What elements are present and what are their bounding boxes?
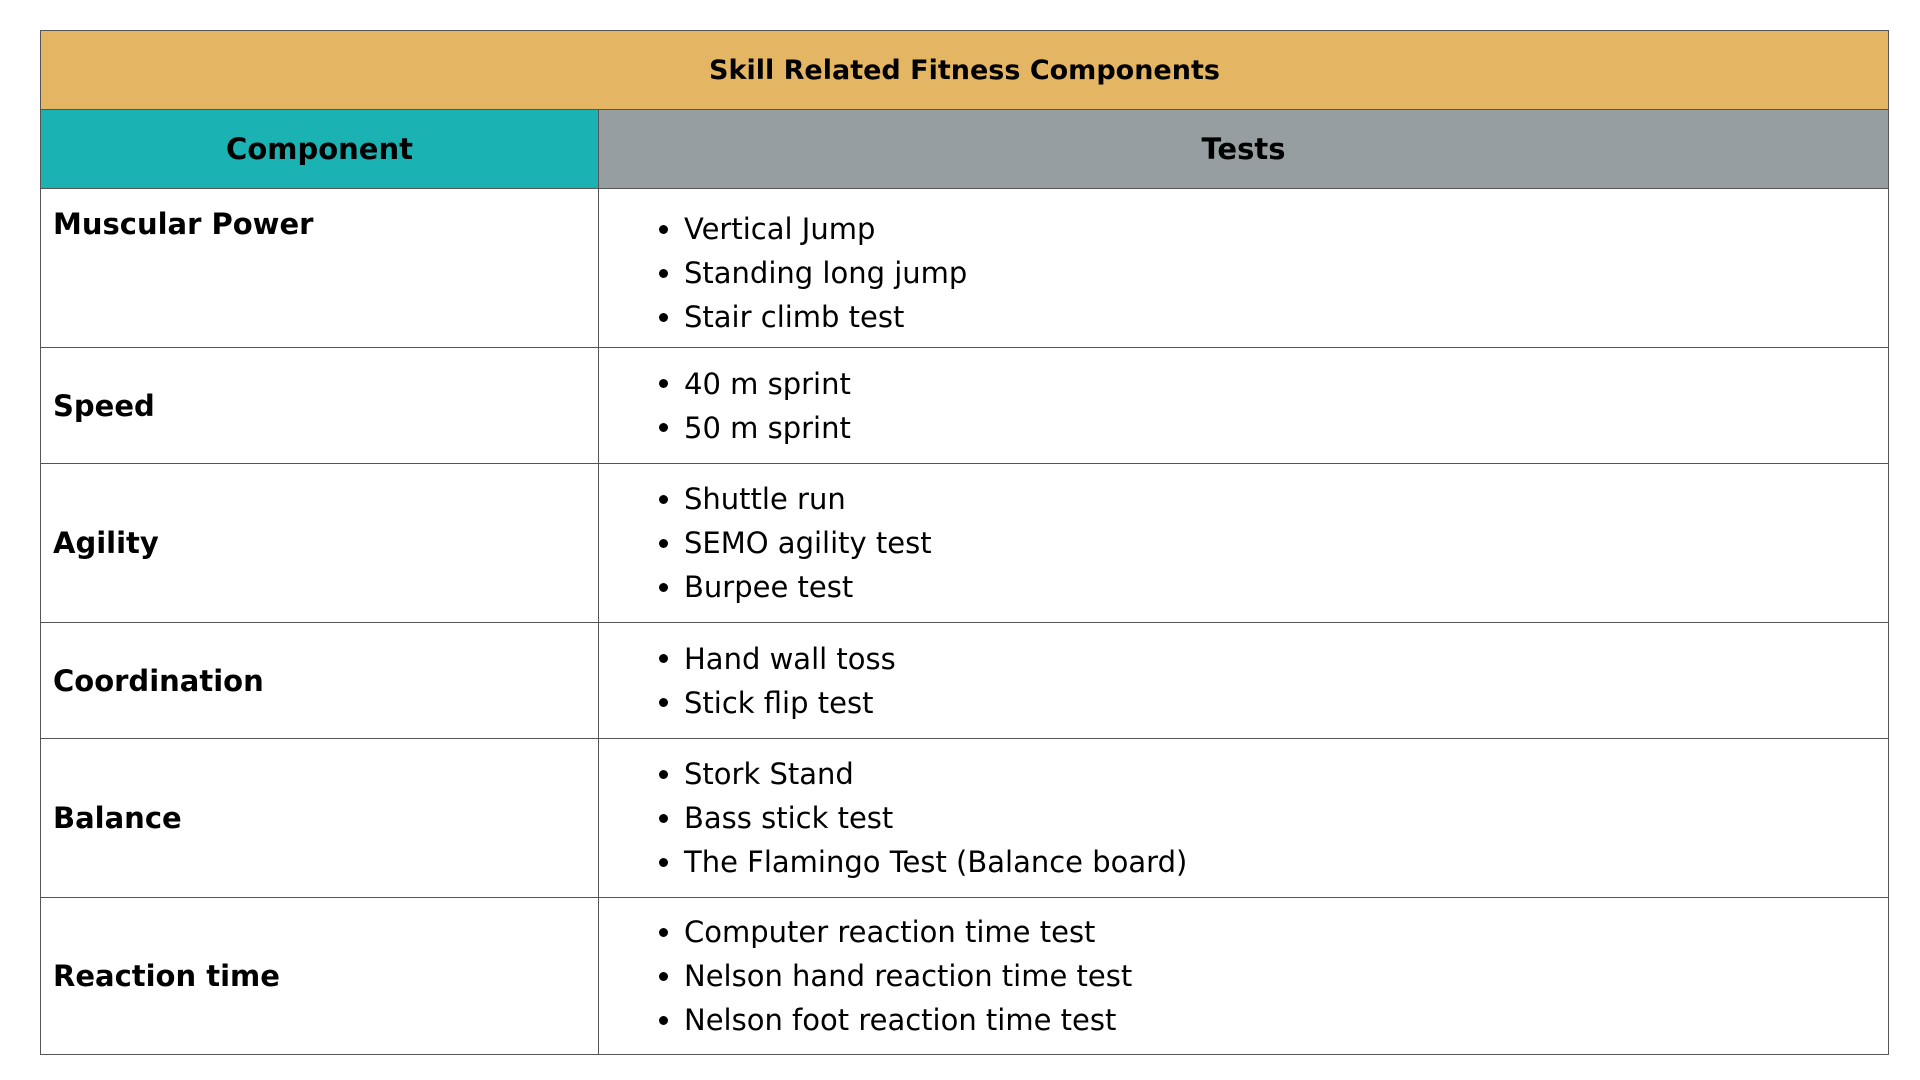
tests-cell [599, 898, 1888, 1054]
bullet-icon [659, 539, 668, 548]
bullet-icon [659, 379, 668, 388]
bullet-icon [659, 814, 668, 823]
bullet-icon [659, 770, 668, 779]
test-label: Stair climb test [684, 300, 905, 334]
test-label: Computer reaction time test [684, 915, 1096, 949]
test-label: Shuttle run [684, 482, 846, 516]
table-row [41, 189, 1888, 348]
test-list-item [659, 295, 1888, 339]
tests-cell [599, 189, 1888, 347]
test-label: Stork Stand [684, 757, 854, 791]
component-cell: Balance [41, 739, 599, 897]
test-list-item [659, 998, 1888, 1042]
bullet-icon [659, 928, 668, 937]
test-list-item [659, 954, 1888, 998]
table-title: Skill Related Fitness Components [41, 31, 1888, 110]
test-label: SEMO agility test [684, 526, 932, 560]
component-cell: Reaction time [41, 898, 599, 1054]
test-list-item [659, 406, 1888, 450]
test-list-item [659, 637, 1888, 681]
table-row [41, 898, 1888, 1054]
test-label: 50 m sprint [684, 410, 851, 445]
test-list-item [659, 251, 1888, 295]
tests-cell [599, 739, 1888, 897]
test-list-item [659, 521, 1888, 565]
test-label: Stick flip test [684, 685, 874, 720]
header-tests: Tests [599, 110, 1888, 188]
bullet-icon [659, 654, 668, 663]
test-list-item [659, 681, 1888, 725]
bullet-icon [659, 1016, 668, 1025]
test-list-item [659, 565, 1888, 609]
component-cell: Muscular Power [41, 189, 599, 347]
test-list-item [659, 840, 1888, 884]
table-header-row [41, 110, 1888, 189]
component-cell: Speed [41, 348, 599, 463]
bullet-icon [659, 423, 668, 432]
tests-cell [599, 623, 1888, 738]
test-label: Nelson foot reaction time test [684, 1003, 1117, 1037]
test-label: Nelson hand reaction time test [684, 959, 1133, 993]
bullet-icon [659, 313, 668, 322]
test-list-item [659, 752, 1888, 796]
test-list-item [659, 477, 1888, 521]
test-label: Hand wall toss [684, 641, 896, 676]
test-label: Bass stick test [684, 801, 894, 835]
test-list-item [659, 362, 1888, 406]
test-label: The Flamingo Test (Balance board) [684, 845, 1188, 879]
table-row [41, 464, 1888, 623]
component-cell: Agility [41, 464, 599, 622]
bullet-icon [659, 698, 668, 707]
test-label: Standing long jump [684, 256, 968, 290]
component-cell: Coordination [41, 623, 599, 738]
test-list-item [659, 207, 1888, 251]
tests-cell [599, 464, 1888, 622]
header-component: Component [41, 110, 599, 188]
test-label: Vertical Jump [684, 212, 876, 246]
test-label: Burpee test [684, 570, 854, 604]
table-row [41, 623, 1888, 739]
tests-cell [599, 348, 1888, 463]
bullet-icon [659, 858, 668, 867]
test-list-item [659, 910, 1888, 954]
bullet-icon [659, 225, 668, 234]
bullet-icon [659, 583, 668, 592]
table-row [41, 739, 1888, 898]
bullet-icon [659, 269, 668, 278]
bullet-icon [659, 972, 668, 981]
bullet-icon [659, 495, 668, 504]
table-row [41, 348, 1888, 464]
fitness-components-table [40, 30, 1889, 1055]
test-label: 40 m sprint [684, 366, 851, 401]
test-list-item [659, 796, 1888, 840]
